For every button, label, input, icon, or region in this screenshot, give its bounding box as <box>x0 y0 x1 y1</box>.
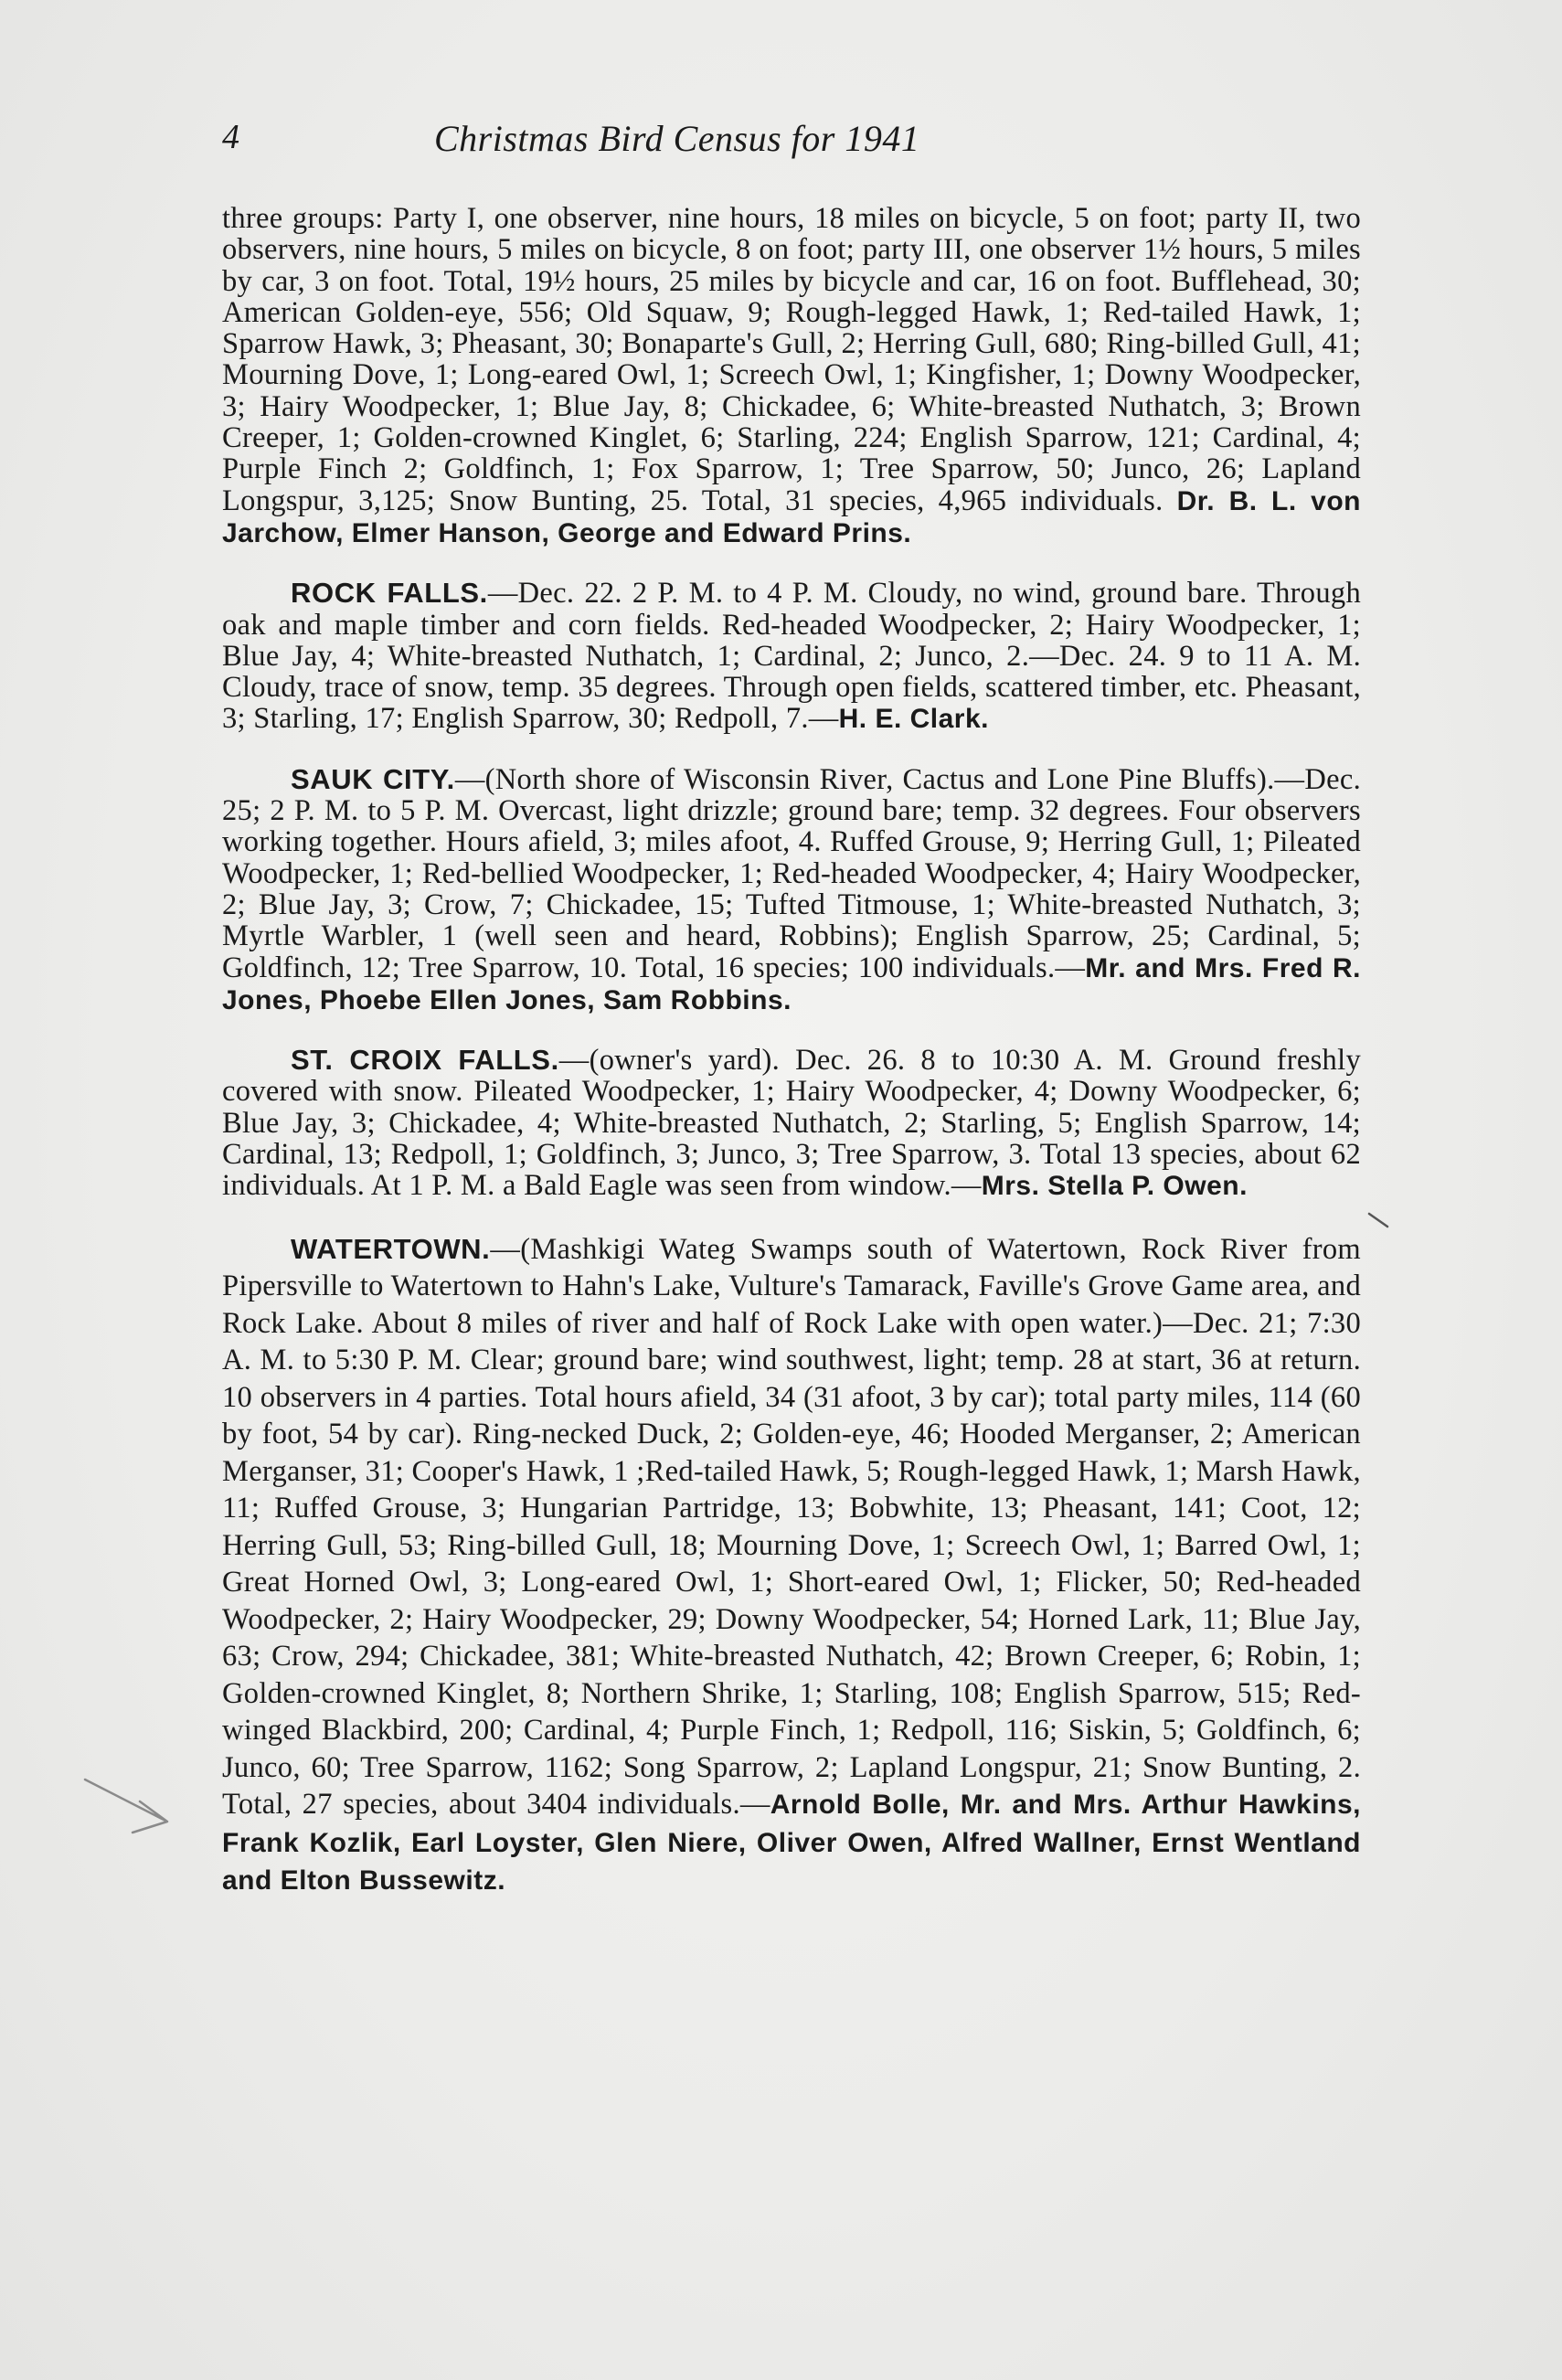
entry-sauk-city <box>222 764 1361 1016</box>
page-header <box>222 117 1365 163</box>
intro-paragraph <box>222 203 1361 549</box>
entry-observers: Mrs. Stella P. Owen. <box>981 1171 1248 1202</box>
intro-text: three groups: Party I, one observer, nine hours, 18 miles on bicycle, 5 on foot; party II, two observers, nine hours, 5 miles on bicycle, 8 on foot; party III, one observer 1½ hours, 5 miles by car, 3 on foot. Total, 19½ hours, 25 miles by bicycle and car, 16 on foot. Bufflehead, 30; American Golden-eye, 556; Old Squaw, 9; Rough-legged Hawk, 1; Red-tailed Hawk, 1; Sparrow Hawk, 3; Pheasant, 30; Bonaparte's Gull, 2; Herring Gull, 680; Ring-billed Gull, 41; Mourning Dove, 1; Long-eared Owl, 1; Screech Owl, 1; Kingfisher, 1; Downy Woodpecker, 3; Hairy Woodpecker, 1; Blue Jay, 8; Chickadee, 6; White-breasted Nuthatch, 3; Brown Creeper, 1; Golden-crowned Kinglet, 6; Starling, 224; English Sparrow, 121; Cardinal, 4; Purple Finch 2; Goldfinch, 1; Fox Sparrow, 1; Tree Sparrow, 50; Junco, 26; Lapland Longspur, 3,125; Snow Bunting, 25. Total, 31 species, 4,965 individuals. <box>222 202 1361 517</box>
location-heading: ST. CROIX FALLS. <box>291 1044 559 1077</box>
entry-text: —(owner's yard). Dec. 26. 8 to 10:30 A. M. Ground freshly covered with snow. Pileated Woodpecker, 1; Hairy Woodpecker, 4; Downy Woodpecker, 6; Blue Jay, 3; Chickadee, 4; White-breasted Nuthatch, 2; Starling, 5; English Sparrow, 14; Cardinal, 13; Redpoll, 1; Goldfinch, 3; Junco, 3; Tree Sparrow, 3. Total 13 species, about 62 individuals. At 1 P. M. a Bald Eagle was seen from window.— <box>222 1044 1361 1203</box>
entry-text: —(North shore of Wisconsin River, Cactus and Lone Pine Bluffs).—Dec. 25; 2 P. M. to 5 P. M. Overcast, light drizzle; ground bare; temp. 32 degrees. Four observers working together. Hours afield, 3; miles afoot, 4. Ruffed Grouse, 9; Herring Gull, 1; Pileated Woodpecker, 1; Red-bellied Woodpecker, 1; Red-headed Woodpecker, 4; Hairy Woodpecker, 2; Blue Jay, 3; Crow, 7; Chickadee, 15; Tufted Titmouse, 1; White-breasted Nuthatch, 3; Myrtle Warbler, 1 (well seen and heard, Robbins); English Sparrow, 25; Cardinal, 5; Goldfinch, 12; Tree Sparrow, 10. Total, 16 species; 100 individuals.— <box>222 762 1361 984</box>
entry-text: —Dec. 22. 2 P. M. to 4 P. M. Cloudy, no wind, ground bare. Through oak and maple timber and corn fields. Red-headed Woodpecker, 2; Hairy Woodpecker, 1; Blue Jay, 4; White-breasted Nuthatch, 1; Cardinal, 2; Junco, 2.—Dec. 24. 9 to 11 A. M. Cloudy, trace of snow, temp. 35 degrees. Through open fields, scattered timber, etc. Pheasant, 3; Starling, 17; English Sparrow, 30; Redpoll, 7.— <box>222 577 1361 736</box>
entry-observers: H. E. Clark. <box>838 704 990 735</box>
margin-tick-mark <box>1367 1212 1391 1230</box>
location-heading: SAUK CITY. <box>291 762 455 795</box>
location-heading: WATERTOWN. <box>291 1232 491 1265</box>
entry-observers: Arnold Bolle, Mr. and Mrs. Arthur Hawkins, Frank Kozlik, Earl Loyster, Glen Niere, Oliver Owen, Alfred Wallner, Ernst Wentland and Elton Bussewitz. <box>222 1790 1362 1897</box>
entry-observers: Mr. and Mrs. Fred R. Jones, Phoebe Ellen Jones, Sam Robbins. <box>222 952 1362 1015</box>
entry-st-croix-falls <box>222 1045 1361 1202</box>
entry-watertown <box>222 1231 1361 1900</box>
entry-rock-falls <box>222 578 1361 735</box>
page-number: 4 <box>222 118 239 156</box>
intro-observers: Dr. B. L. von Jarchow, Elmer Hanson, George and Edward Prins. <box>222 485 1361 548</box>
pencil-arrow-mark <box>78 1769 178 1842</box>
location-heading: ROCK FALLS. <box>291 577 488 610</box>
running-title: Christmas Bird Census for 1941 <box>434 118 920 159</box>
entry-text: —(Mashkigi Wateg Swamps south of Watertown, Rock River from Pipersville to Watertown to Hahn's Lake, Vulture's Tamarack, Faville's Grove Game area, and Rock Lake. About 8 miles of river and half of Rock Lake with open water.)—Dec. 21; 7:30 A. M. to 5:30 P. M. Clear; ground bare; wind southwest, light; temp. 28 at start, 36 at return. 10 observers in 4 parties. Total hours afield, 34 (31 afoot, 3 by car); total party miles, 114 (60 by foot, 54 by car). Ring-necked Duck, 2; Golden-eye, 46; Hooded Merganser, 2; American Merganser, 31; Cooper's Hawk, 1 ;Red-tailed Hawk, 5; Rough-legged Hawk, 1; Marsh Hawk, 11; Ruffed Grouse, 3; Hungarian Partridge, 13; Bobwhite, 13; Pheasant, 141; Coot, 12; Herring Gull, 53; Ring-billed Gull, 18; Mourning Dove, 1; Screech Owl, 1; Barred Owl, 1; Great Horned Owl, 3; Long-eared Owl, 1; Short-eared Owl, 1; Flicker, 50; Red-headed Woodpecker, 2; Hairy Woodpecker, 29; Downy Woodpecker, 54; Horned Lark, 11; Blue Jay, 63; Crow, 294; Chickadee, 381; White-breasted Nuthatch, 42; Brown Creeper, 6; Robin, 1; Golden-crowned Kinglet, 8; Northern Shrike, 1; Starling, 108; English Sparrow, 515; Red-winged Blackbird, 200; Cardinal, 4; Purple Finch, 1; Redpoll, 116; Siskin, 5; Goldfinch, 6; Junco, 60; Tree Sparrow, 1162; Song Sparrow, 2; Lapland Longspur, 21; Snow Bunting, 2. Total, 27 species, about 3404 individuals.— <box>222 1232 1361 1822</box>
census-body <box>222 203 1361 1900</box>
